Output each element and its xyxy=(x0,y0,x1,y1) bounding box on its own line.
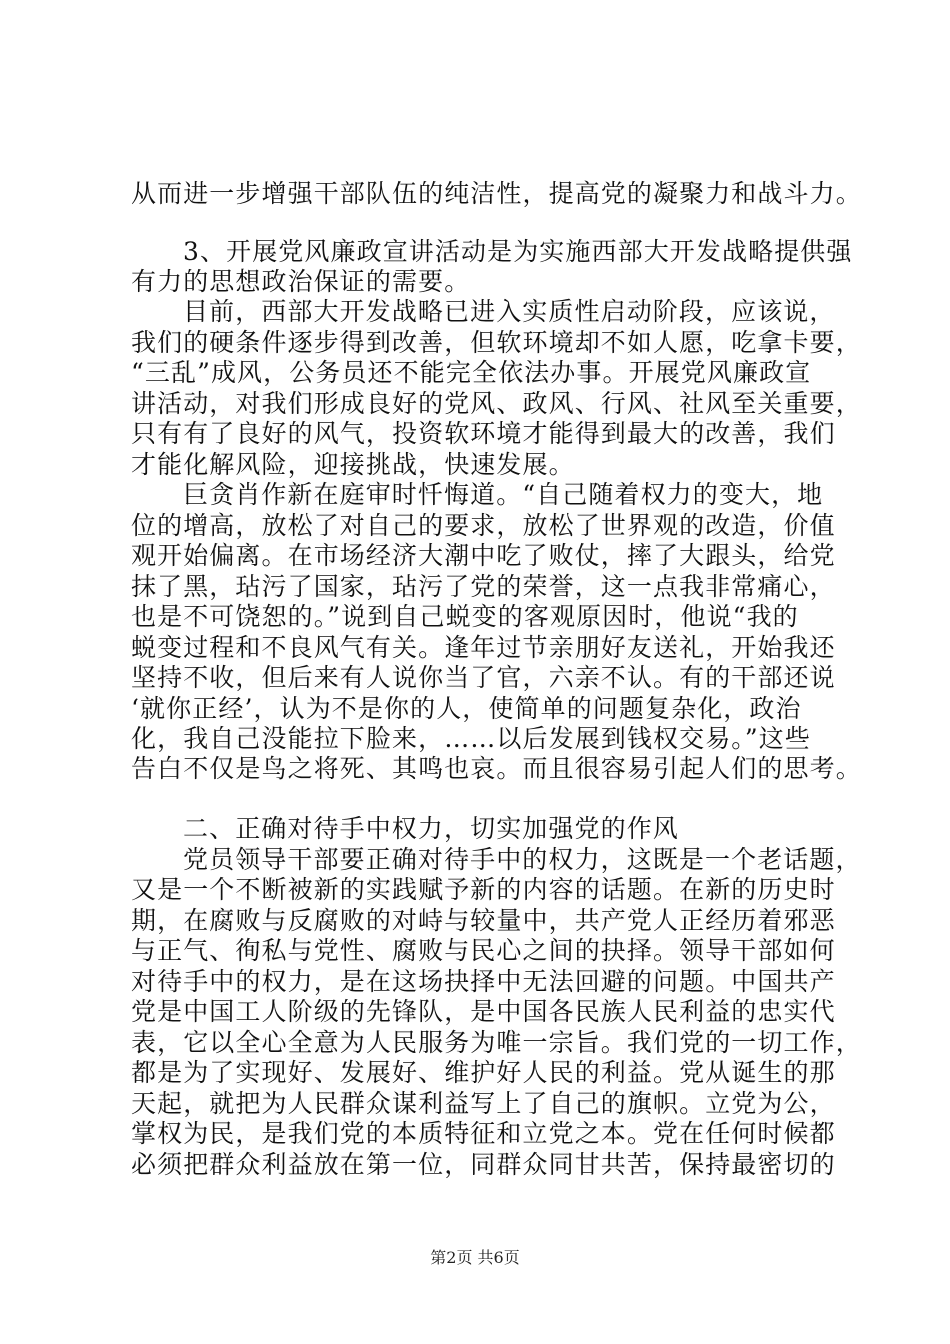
body-text-line: 从而进一步增强干部队伍的纯洁性，提高党的凝聚力和战斗力。 xyxy=(131,179,862,208)
body-text-line: 表，它以全心全意为人民服务为唯一宗旨。我们党的一切工作， xyxy=(131,1028,862,1057)
body-text-line: 期，在腐败与反腐败的对峙与较量中，共产党人正经历着邪恶 xyxy=(131,906,836,935)
body-text-line: 只有有了良好的风气，投资软环境才能得到最大的改善，我们 xyxy=(131,419,836,448)
body-text-line: 必须把群众利益放在第一位，同群众同甘共苦，保持最密切的 xyxy=(131,1150,836,1179)
body-text-line: ‘就你正经’，认为不是你的人，使简单的问题复杂化，政治 xyxy=(131,694,802,723)
body-text-line: 才能化解风险，迎接挑战，快速发展。 xyxy=(131,450,575,479)
body-text-line: 天起，就把为人民群众谋利益写上了自己的旗帜。立党为公， xyxy=(131,1089,836,1118)
body-text-line: 化，我自己没能拉下脸来，……以后发展到钱权交易。”这些 xyxy=(131,724,811,753)
section-heading-line: 有力的思想政治保证的需要。 xyxy=(131,267,471,296)
body-text-line: 告白不仅是鸟之将死、其鸣也哀。而且很容易引起人们的思考。 xyxy=(131,754,862,783)
body-text-line: 对待手中的权力，是在这场抉择中无法回避的问题。中国共产 xyxy=(131,967,836,996)
body-text-line: 位的增高，放松了对自己的要求，放松了世界观的改造，价值 xyxy=(131,511,836,540)
body-text-line: 我们的硬条件逐步得到改善，但软环境却不如人愿，吃拿卡要， xyxy=(131,328,862,357)
body-text-line: “三乱”成风，公务员还不能完全依法办事。开展党风廉政宣 xyxy=(131,358,812,387)
body-text-line: 观开始偏离。在市场经济大潮中吃了败仗，摔了大跟头，给党 xyxy=(131,541,836,570)
section-heading-line: 二、正确对待手中权力，切实加强党的作风 xyxy=(183,814,679,843)
body-text-line: 巨贪肖作新在庭审时忏悔道。“自己随着权力的变大，地 xyxy=(183,480,824,509)
body-text-line: 抹了黑，玷污了国家，玷污了党的荣誉，这一点我非常痛心， xyxy=(131,572,836,601)
body-text-line: 目前，西部大开发战略已进入实质性启动阶段，应该说， xyxy=(183,297,836,326)
body-text-line: 讲活动，对我们形成良好的党风、政风、行风、社风至关重要， xyxy=(131,389,862,418)
body-text-line: 又是一个不断被新的实践赋予新的内容的话题。在新的历史时 xyxy=(131,875,836,904)
body-text-line: 坚持不收，但后来有人说你当了官，六亲不认。有的干部还说 xyxy=(131,663,836,692)
body-text-line: 蜕变过程和不良风气有关。逢年过节亲朋好友送礼，开始我还 xyxy=(131,633,836,662)
page-number-footer: 第2页 共6页 xyxy=(430,1248,520,1267)
body-text-line: 党是中国工人阶级的先锋队，是中国各民族人民利益的忠实代 xyxy=(131,997,836,1026)
body-text-line: 与正气、徇私与党性、腐败与民心之间的抉择。领导干部如何 xyxy=(131,936,836,965)
section-heading-line: 3、开展党风廉政宣讲活动是为实施西部大开发战略提供强 xyxy=(183,237,853,266)
body-text-line: 都是为了实现好、发展好、维护好人民的利益。党从诞生的那 xyxy=(131,1058,836,1087)
body-text-line: 也是不可饶恕的。”说到自己蜕变的客观原因时，他说“我的 xyxy=(131,602,799,631)
body-text-line: 党员领导干部要正确对待手中的权力，这既是一个老话题， xyxy=(183,845,862,874)
body-text-line: 掌权为民，是我们党的本质特征和立党之本。党在任何时候都 xyxy=(131,1119,836,1148)
